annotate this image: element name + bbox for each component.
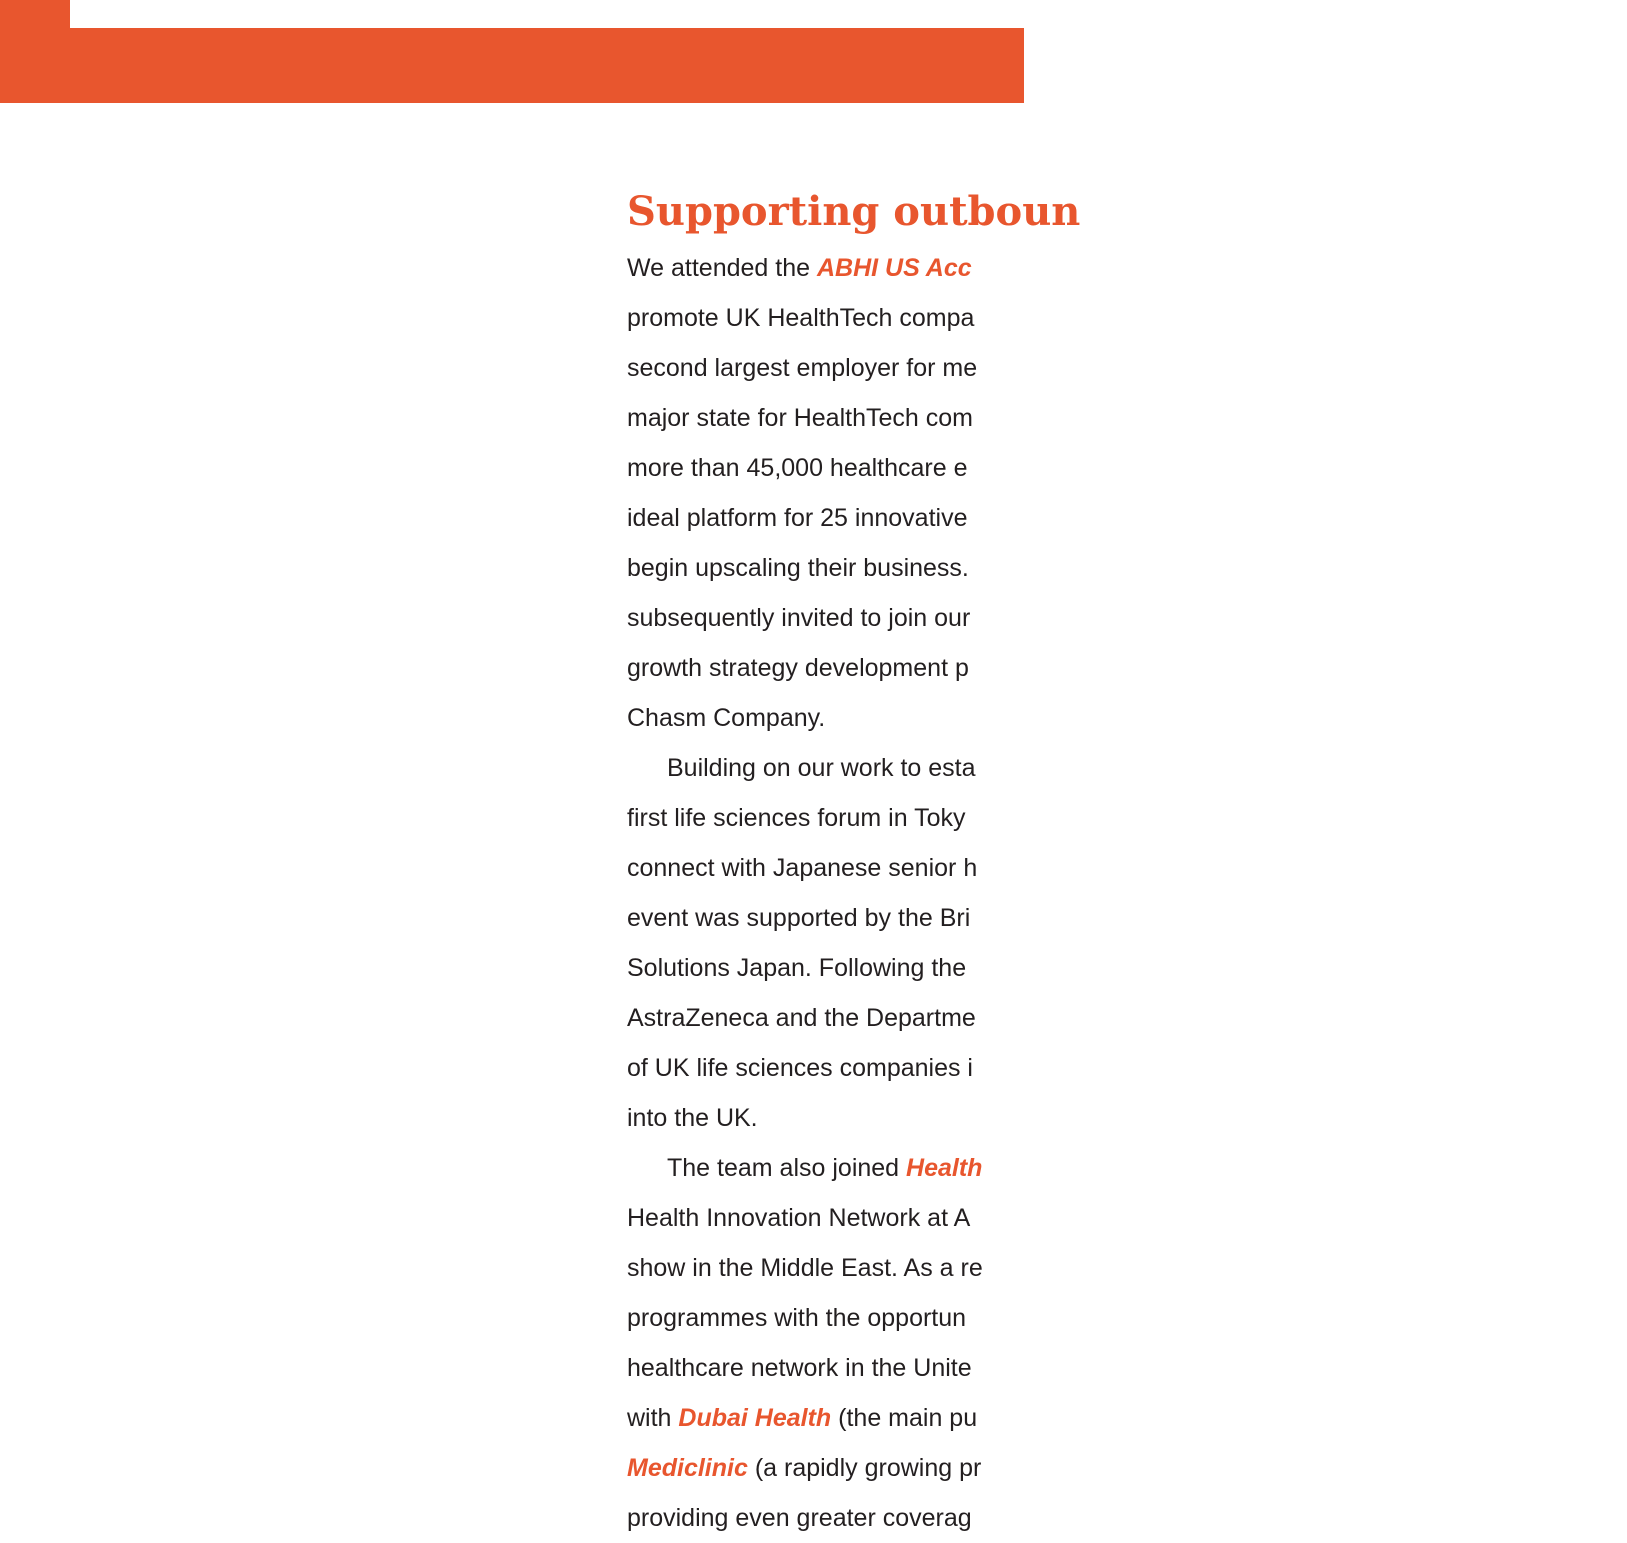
text-segment: subsequently invited to join our (627, 604, 971, 632)
header-band (0, 28, 1024, 103)
text-segment: more than 45,000 healthcare e (627, 454, 968, 482)
text-line (627, 743, 1627, 793)
text-line (627, 393, 1627, 443)
text-line (627, 993, 1627, 1043)
text-line (627, 1493, 1627, 1543)
text-line (627, 1193, 1627, 1243)
text-line (627, 543, 1627, 593)
text-segment: AstraZeneca and the Departme (627, 1004, 976, 1032)
text-line (627, 1443, 1627, 1493)
text-segment: The team also joined (667, 1154, 907, 1182)
text-segment: promote UK HealthTech compa (627, 304, 975, 332)
text-line (627, 1343, 1627, 1393)
text-line (627, 243, 1627, 293)
text-segment: show in the Middle East. As a re (627, 1254, 983, 1282)
text-segment: major state for HealthTech com (627, 404, 973, 432)
text-line (627, 793, 1627, 843)
text-segment: (the main pu (831, 1404, 978, 1432)
text-line (627, 293, 1627, 343)
text-line (627, 1393, 1627, 1443)
text-segment: event was supported by the Bri (627, 904, 971, 932)
text-segment: We attended the (627, 254, 817, 282)
highlighted-link-text: Health (906, 1154, 983, 1182)
body-text (627, 243, 1627, 1543)
text-line (627, 843, 1627, 893)
text-segment: into the UK. (627, 1104, 758, 1132)
text-line (627, 443, 1627, 493)
text-line (627, 643, 1627, 693)
text-segment: second largest employer for me (627, 354, 978, 382)
text-line (627, 1093, 1627, 1143)
text-line (627, 1293, 1627, 1343)
text-segment: programmes with the opportun (627, 1304, 967, 1332)
text-line (627, 693, 1627, 743)
text-segment: of UK life sciences companies i (627, 1054, 973, 1082)
text-segment: (a rapidly growing pr (747, 1454, 982, 1482)
text-line (627, 1143, 1627, 1193)
text-line (627, 593, 1627, 643)
text-segment: Chasm Company. (627, 704, 826, 732)
text-segment: begin upscaling their business. (627, 554, 969, 582)
header-band-tab (0, 0, 70, 28)
text-segment: providing even greater coverag (627, 1504, 972, 1532)
text-line (627, 1043, 1627, 1093)
highlighted-link-text: Mediclinic (627, 1454, 748, 1482)
text-line (627, 943, 1627, 993)
text-line (627, 493, 1627, 543)
section-heading: Supporting outboun (627, 188, 1081, 235)
text-segment: first life sciences forum in Toky (627, 804, 966, 832)
text-line (627, 1243, 1627, 1293)
highlighted-link-text: Dubai Health (678, 1404, 832, 1432)
highlighted-link-text: ABHI US Acc (816, 254, 972, 282)
text-line (627, 343, 1627, 393)
text-segment: healthcare network in the Unite (627, 1354, 972, 1382)
text-segment: connect with Japanese senior h (627, 854, 978, 882)
text-segment: growth strategy development p (627, 654, 969, 682)
text-segment: Health Innovation Network at A (627, 1204, 971, 1232)
text-line (627, 893, 1627, 943)
text-segment: Building on our work to esta (667, 754, 976, 782)
text-segment: Solutions Japan. Following the (627, 954, 967, 982)
text-segment: ideal platform for 25 innovative (627, 504, 968, 532)
text-segment: with (627, 1404, 679, 1432)
